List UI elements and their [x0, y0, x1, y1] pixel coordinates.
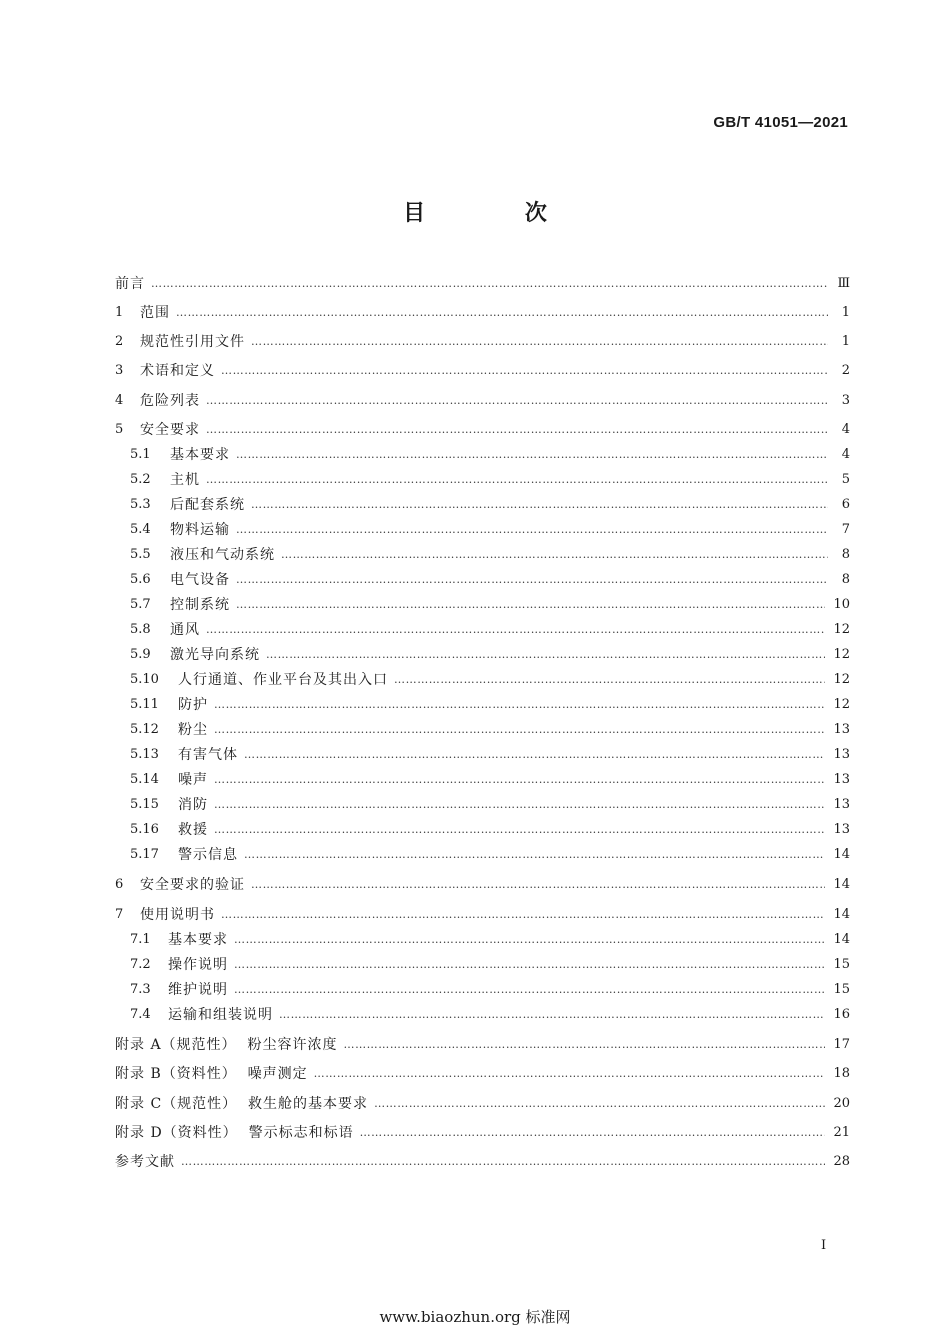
leader-dots — [206, 620, 825, 640]
toc-label: 前言 — [115, 276, 145, 292]
toc-number: 5.13 — [130, 747, 159, 762]
toc-number: 5.5 — [130, 547, 151, 562]
toc-label: 控制系统 — [170, 597, 230, 613]
toc-entry[interactable] — [115, 361, 850, 381]
toc-page: 8 — [841, 572, 850, 587]
toc-entry[interactable] — [115, 391, 850, 411]
toc-page: 14 — [833, 907, 850, 922]
toc-number: 5.9 — [130, 647, 151, 662]
toc-label: 主机 — [170, 472, 200, 488]
toc-number: 1 — [115, 305, 124, 320]
leader-dots — [244, 845, 825, 865]
leader-dots — [206, 391, 828, 411]
page-number: Ⅰ — [821, 1238, 827, 1253]
toc-page: 1 — [841, 334, 850, 349]
toc-page: 14 — [833, 847, 850, 862]
toc-label: 基本要求 — [170, 447, 230, 463]
leader-dots — [214, 820, 825, 840]
toc-entry[interactable] — [115, 770, 850, 790]
toc-entry[interactable] — [115, 875, 850, 895]
toc-number: 6 — [115, 877, 124, 892]
toc-entry[interactable] — [115, 303, 850, 323]
leader-dots — [214, 695, 825, 715]
toc-label: 使用说明书 — [140, 907, 215, 923]
toc-entry[interactable] — [115, 930, 850, 950]
toc-page: 8 — [841, 547, 850, 562]
toc-label: 安全要求 — [140, 422, 200, 438]
toc-entry[interactable] — [115, 820, 850, 840]
toc-label: 物料运输 — [170, 522, 230, 538]
toc-page: 5 — [841, 472, 850, 487]
leader-dots — [251, 875, 825, 895]
toc-label: 噪声 — [178, 772, 208, 788]
leader-dots — [394, 670, 825, 690]
leader-dots — [214, 795, 825, 815]
toc-page: 2 — [841, 363, 850, 378]
toc-entry[interactable] — [115, 955, 850, 975]
toc-number: 7.1 — [130, 932, 151, 947]
toc-number: 5.15 — [130, 797, 159, 812]
leader-dots — [236, 520, 828, 540]
toc-label: 附录 C（规范性） 救生舱的基本要求 — [115, 1096, 369, 1112]
toc-page: 14 — [833, 932, 850, 947]
toc-page: 15 — [833, 957, 850, 972]
toc-entry[interactable] — [115, 445, 850, 465]
toc-entry[interactable] — [115, 1005, 850, 1025]
toc-number: 5.14 — [130, 772, 159, 787]
leader-dots — [244, 745, 825, 765]
toc-number: 5.2 — [130, 472, 151, 487]
toc-entry[interactable] — [115, 845, 850, 865]
toc-page: 21 — [833, 1125, 850, 1140]
toc-number: 5.3 — [130, 497, 151, 512]
toc-number: 5.8 — [130, 622, 151, 637]
leader-dots — [279, 1005, 825, 1025]
toc-entry[interactable] — [115, 1152, 850, 1172]
toc-label: 警示信息 — [178, 847, 238, 863]
toc-page: 10 — [833, 597, 850, 612]
leader-dots — [181, 1152, 825, 1172]
toc-entry[interactable] — [115, 720, 850, 740]
toc-page: 12 — [833, 622, 850, 637]
toc-page: Ⅲ — [837, 276, 850, 291]
toc-page: 13 — [833, 797, 850, 812]
toc-page: 15 — [833, 982, 850, 997]
toc-entry[interactable] — [115, 695, 850, 715]
toc-label: 通风 — [170, 622, 200, 638]
toc-entry[interactable] — [115, 745, 850, 765]
toc-number: 5.12 — [130, 722, 159, 737]
toc-page: 12 — [833, 647, 850, 662]
leader-dots — [214, 770, 825, 790]
toc-entry[interactable] — [115, 980, 850, 1000]
toc-label: 危险列表 — [140, 393, 200, 409]
toc-title: 目 次 — [403, 201, 593, 226]
toc-page: 12 — [833, 697, 850, 712]
toc-entry[interactable] — [115, 670, 850, 690]
toc-label: 基本要求 — [168, 932, 228, 948]
leader-dots — [214, 720, 825, 740]
toc-label: 操作说明 — [168, 957, 228, 973]
leader-dots — [234, 930, 825, 950]
toc-page: 7 — [841, 522, 850, 537]
toc-number: 5.6 — [130, 572, 151, 587]
leader-dots — [314, 1064, 826, 1084]
leader-dots — [221, 905, 825, 925]
toc-number: 5.16 — [130, 822, 159, 837]
toc-label: 有害气体 — [178, 747, 238, 763]
toc-number: 7 — [115, 907, 124, 922]
toc-entry[interactable] — [115, 1123, 850, 1143]
leader-dots — [251, 332, 828, 352]
standard-code: GB/T 41051—2021 — [713, 114, 848, 131]
leader-dots — [343, 1035, 825, 1055]
toc-page: 13 — [833, 747, 850, 762]
toc-label: 安全要求的验证 — [140, 877, 245, 893]
leader-dots — [151, 274, 828, 294]
toc-entry[interactable] — [115, 332, 850, 352]
toc-label: 规范性引用文件 — [140, 334, 245, 350]
toc-page: 14 — [833, 877, 850, 892]
toc-entry[interactable] — [115, 645, 850, 665]
toc-label: 救援 — [178, 822, 208, 838]
leader-dots — [176, 303, 828, 323]
toc-number: 2 — [115, 334, 124, 349]
toc-number: 3 — [115, 363, 124, 378]
watermark-text[interactable]: www.biaozhun.org 标准网 — [379, 1308, 571, 1326]
toc-entry[interactable] — [115, 1094, 850, 1114]
toc-page: 17 — [833, 1037, 850, 1052]
leader-dots — [234, 955, 825, 975]
toc-number: 5.17 — [130, 847, 159, 862]
toc-label: 附录 D（资料性） 警示标志和标语 — [115, 1125, 354, 1141]
toc-label: 人行通道、作业平台及其出入口 — [178, 672, 388, 688]
toc-number: 7.4 — [130, 1007, 151, 1022]
toc-number: 5.1 — [130, 447, 151, 462]
toc-entry[interactable] — [115, 274, 850, 294]
toc-entry[interactable] — [115, 495, 850, 515]
toc-page: 16 — [833, 1007, 850, 1022]
toc-entry[interactable] — [115, 570, 850, 590]
toc-entry[interactable] — [115, 420, 850, 440]
toc-label: 范围 — [140, 305, 170, 321]
toc-entry[interactable] — [115, 905, 850, 925]
toc-label: 维护说明 — [168, 982, 228, 998]
toc-number: 5.10 — [130, 672, 159, 687]
toc-number: 4 — [115, 393, 124, 408]
leader-dots — [360, 1123, 826, 1143]
toc-label: 附录 B（资料性） 噪声测定 — [115, 1066, 308, 1082]
toc-label: 粉尘 — [178, 722, 208, 738]
toc-entry[interactable] — [115, 595, 850, 615]
leader-dots — [221, 361, 828, 381]
toc-number: 5.11 — [130, 697, 159, 712]
toc-page: 18 — [833, 1066, 850, 1081]
toc-label: 电气设备 — [170, 572, 230, 588]
toc-entry[interactable] — [115, 470, 850, 490]
toc-page: 1 — [841, 305, 850, 320]
toc-number: 7.3 — [130, 982, 151, 997]
toc-label: 后配套系统 — [170, 497, 245, 513]
toc-label: 激光导向系统 — [170, 647, 260, 663]
toc-number: 5 — [115, 422, 124, 437]
toc-number: 5.4 — [130, 522, 151, 537]
toc-page: 13 — [833, 722, 850, 737]
toc-label: 运输和组装说明 — [168, 1007, 273, 1023]
toc-page: 4 — [841, 447, 850, 462]
toc-page: 3 — [841, 393, 850, 408]
leader-dots — [251, 495, 828, 515]
toc-entry[interactable] — [115, 795, 850, 815]
toc-number: 7.2 — [130, 957, 151, 972]
toc-label: 消防 — [178, 797, 208, 813]
toc-entry[interactable] — [115, 1064, 850, 1084]
toc-entry[interactable] — [115, 545, 850, 565]
toc-label: 防护 — [178, 697, 208, 713]
toc-page: 28 — [833, 1154, 850, 1169]
leader-dots — [281, 545, 828, 565]
leader-dots — [206, 470, 828, 490]
toc-label: 附录 A（规范性） 粉尘容许浓度 — [115, 1037, 338, 1053]
leader-dots — [266, 645, 825, 665]
toc-page: 13 — [833, 772, 850, 787]
toc-label: 术语和定义 — [140, 363, 215, 379]
toc-page: 20 — [833, 1096, 850, 1111]
toc-entry[interactable] — [115, 620, 850, 640]
toc-label: 液压和气动系统 — [170, 547, 275, 563]
leader-dots — [206, 420, 828, 440]
toc-page: 12 — [833, 672, 850, 687]
leader-dots — [374, 1094, 825, 1114]
toc-label: 参考文献 — [115, 1154, 175, 1170]
toc-number: 5.7 — [130, 597, 151, 612]
leader-dots — [234, 980, 825, 1000]
leader-dots — [236, 445, 828, 465]
toc-page: 13 — [833, 822, 850, 837]
toc-page: 4 — [841, 422, 850, 437]
toc-page: 6 — [841, 497, 850, 512]
toc-entry[interactable] — [115, 520, 850, 540]
toc-entry[interactable] — [115, 1035, 850, 1055]
leader-dots — [236, 570, 828, 590]
leader-dots — [236, 595, 825, 615]
